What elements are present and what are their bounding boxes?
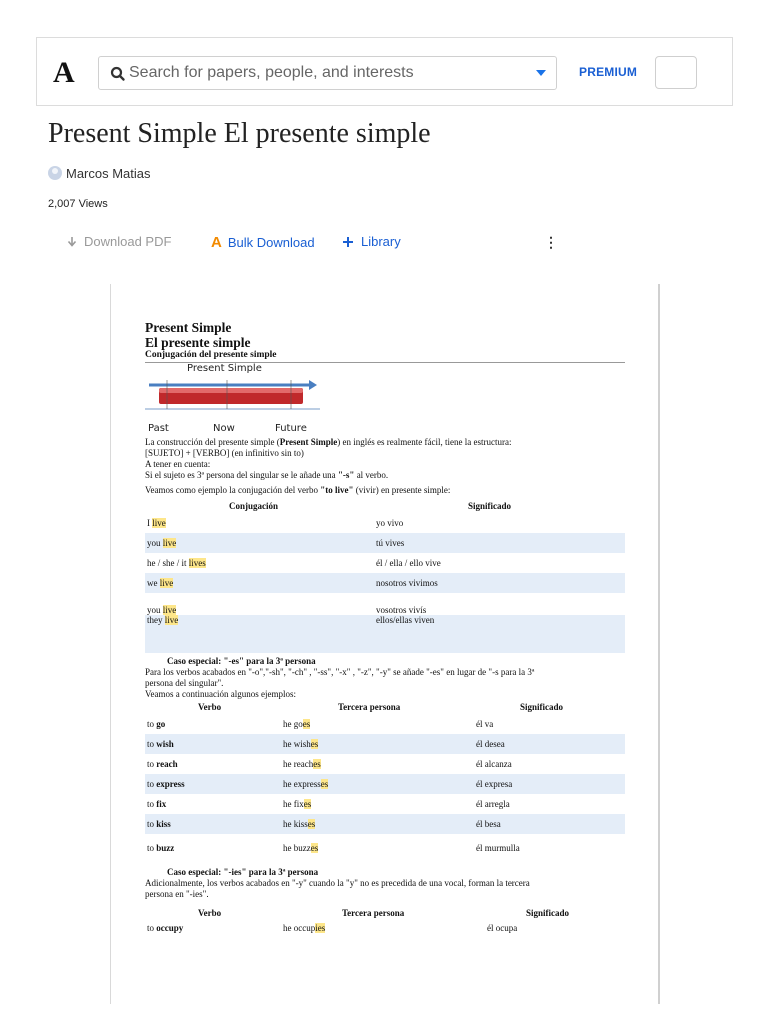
header-verbo: Verbo — [198, 702, 222, 712]
table-row: he / she / it lives él / ella / ello vive — [147, 558, 441, 568]
author-name: Marcos Matias — [66, 165, 151, 181]
table-row: to buzz he buzzes él murmulla — [147, 843, 520, 853]
more-options-icon[interactable]: ⋮ — [544, 234, 558, 250]
table-row: you live tú vives — [145, 533, 625, 553]
special-ies-line-1: Adicionalmente, los verbos acabados en "-y" cuando la "y" no es precedida de una vocal, forman la tercera — [145, 878, 530, 888]
label-now: Now — [213, 423, 235, 434]
special-es-line-3: Veamos a continuación algunos ejemplos: — [145, 689, 296, 699]
page-edge-left — [110, 284, 111, 1004]
special-es-line-2: persona del singular". — [145, 678, 224, 688]
author-link[interactable] — [48, 165, 151, 181]
table-row: to reach he reaches él alcanza — [147, 759, 512, 769]
label-future: Future — [275, 423, 307, 434]
search-bar[interactable] — [98, 56, 557, 90]
doc-heading-en: Present Simple — [145, 320, 232, 335]
bulk-label: Bulk Download — [227, 235, 315, 250]
plus-icon — [342, 236, 354, 248]
header-tercera: Tercera persona — [342, 908, 405, 918]
top-header — [36, 37, 733, 106]
site-logo[interactable]: A — [53, 56, 75, 89]
intro-line-4: Si el sujeto es 3ª persona del singular se le añade una "-s" al verbo. — [145, 470, 389, 480]
header-verbo: Verbo — [198, 908, 222, 918]
academia-a-icon: A — [211, 234, 222, 251]
table-row: to occupy he occupies él ocupa — [147, 923, 518, 933]
doc-heading-es: El presente simple — [145, 335, 251, 350]
timeline-diagram — [145, 363, 625, 437]
chevron-down-icon[interactable] — [536, 70, 546, 76]
special-es-line-1: Para los verbos acabados en "-o","-sh", "-ch" , "-ss", "-x" , "-z", "-y" se añade "-es" en lugar de "-s para la 3ª — [145, 667, 535, 677]
table-row: to express he expresses él expresa — [145, 774, 625, 794]
action-bar — [64, 234, 564, 252]
view-count: 2,007 Views — [48, 198, 108, 210]
user-menu-button[interactable] — [655, 56, 697, 89]
special-ies-line-2: persona en "-ies". — [145, 889, 209, 899]
table-row: we live nosotros vivimos — [145, 573, 625, 593]
ies-verbs-table — [145, 906, 625, 936]
intro-line-2: [SUJETO] + [VERBO] (en infinitivo sin to) — [145, 448, 304, 458]
page-title: Present Simple El presente simple — [48, 118, 431, 149]
es-verbs-table — [145, 700, 625, 862]
timeline-graphic — [145, 377, 325, 423]
header-significado: Significado — [526, 908, 570, 918]
table-row: I live yo vivo — [147, 518, 404, 528]
special-case-es-heading: Caso especial: "-es" para la 3ª persona — [167, 656, 316, 666]
table-row: to wish he wishes él desea — [145, 734, 625, 754]
library-button[interactable] — [342, 234, 401, 249]
doc-subheading: Conjugación del presente simple — [145, 350, 625, 363]
search-icon — [109, 65, 127, 83]
intro-line-5: Veamos como ejemplo la conjugación del verbo "to live" (vivir) en presente simple: — [145, 485, 451, 495]
library-label: Library — [361, 234, 401, 249]
download-icon — [66, 236, 78, 248]
header-significado: Significado — [520, 702, 564, 712]
header-tercera: Tercera persona — [338, 702, 401, 712]
download-label: Download PDF — [84, 234, 172, 249]
intro-line-3: A tener en cuenta: — [145, 459, 211, 469]
conjugation-table — [145, 499, 625, 653]
page-edge-right — [658, 284, 660, 1004]
label-past: Past — [148, 423, 169, 434]
header-significado: Significado — [468, 501, 512, 511]
search-input[interactable] — [129, 57, 519, 89]
diagram-title: Present Simple — [187, 363, 262, 374]
header-conjugacion: Conjugación — [229, 501, 279, 511]
download-pdf-button[interactable] — [66, 234, 171, 249]
table-row: to go he goes él va — [147, 719, 494, 729]
intro-line-1: La construcción del presente simple (Present Simple) en inglés es realmente fácil, tiene la estructura: — [145, 437, 512, 447]
table-row: you live vosotros vivís — [147, 605, 427, 615]
avatar — [48, 166, 62, 180]
premium-link[interactable]: PREMIUM — [579, 65, 638, 79]
special-case-ies-heading: Caso especial: "-ies" para la 3ª persona — [167, 867, 319, 877]
document-page — [145, 320, 625, 936]
table-row: to kiss he kisses él besa — [145, 814, 625, 834]
table-row: to fix he fixes él arregla — [147, 799, 510, 809]
table-row: they live ellos/ellas viven — [145, 615, 625, 653]
bulk-download-button[interactable] — [211, 234, 315, 251]
